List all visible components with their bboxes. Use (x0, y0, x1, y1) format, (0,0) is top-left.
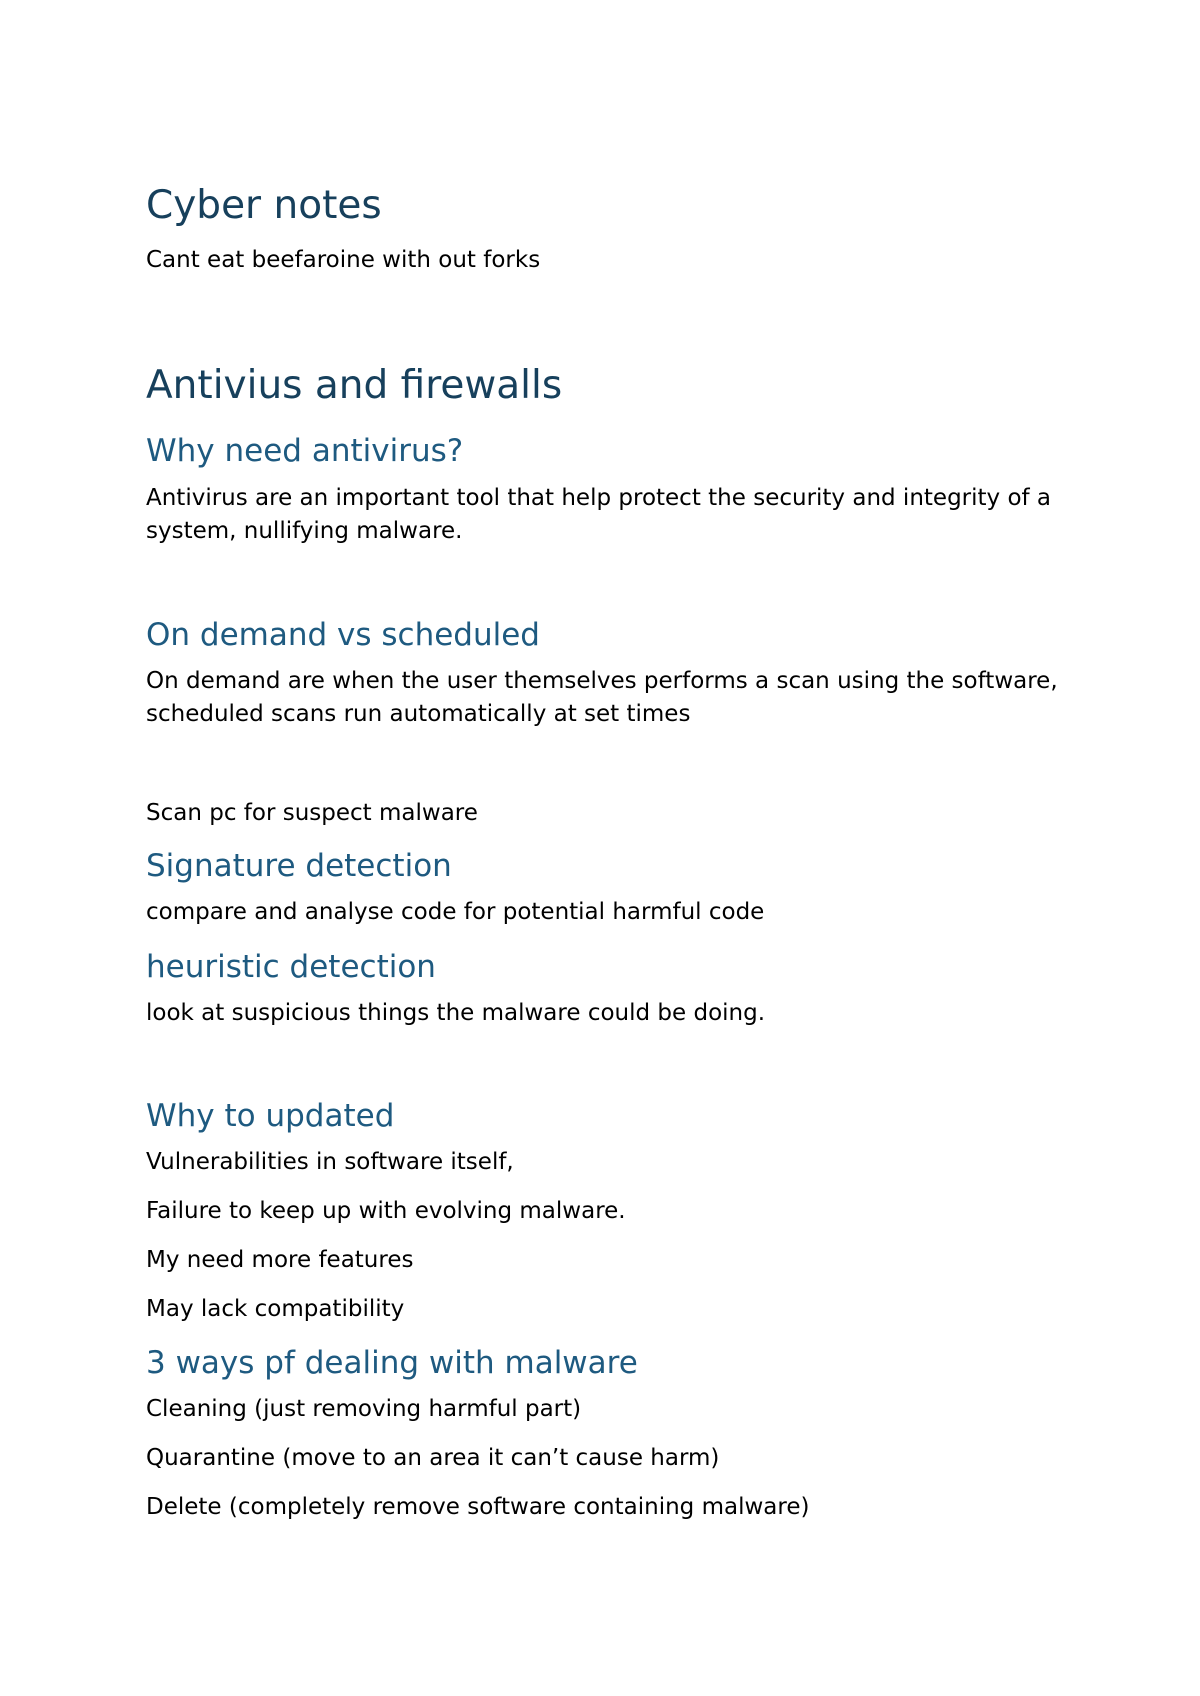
malware-handling-item: Quarantine (move to an area it can’t cause harm) (146, 1445, 720, 1471)
update-reason-item: May lack compatibility (146, 1296, 405, 1322)
heading-signature-detection: Signature detection (146, 848, 452, 884)
heading-heuristic-detection: heuristic detection (146, 949, 436, 985)
on-demand-text: On demand are when the user themselves performs a scan using the software, scheduled scans run automatically at set times (146, 668, 1058, 727)
why-need-antivirus-text: Antivirus are an important tool that help protect the security and integrity of a system, nullifying malware. (146, 485, 1052, 544)
heuristic-detection-text: look at suspicious things the malware could be doing. (146, 1000, 766, 1026)
update-reason-item: Vulnerabilities in software itself, (146, 1149, 514, 1175)
signature-detection-text: compare and analyse code for potential harmful code (146, 899, 765, 925)
heading-antivirus-firewalls: Antivius and firewalls (146, 363, 563, 408)
heading-on-demand-vs-scheduled: On demand vs scheduled (146, 617, 540, 653)
subtitle-text: Cant eat beefaroine with out forks (146, 247, 541, 273)
heading-why-need-antivirus: Why need antivirus? (146, 433, 464, 469)
heading-why-to-update: Why to updated (146, 1098, 395, 1134)
update-reason-item: Failure to keep up with evolving malware. (146, 1198, 626, 1224)
heading-ways-dealing-malware: 3 ways pf dealing with malware (146, 1345, 638, 1381)
scan-text: Scan pc for suspect malware (146, 800, 478, 826)
malware-handling-item: Cleaning (just removing harmful part) (146, 1396, 582, 1422)
update-reason-item: My need more features (146, 1247, 414, 1273)
document-title: Cyber notes (146, 183, 382, 228)
malware-handling-item: Delete (completely remove software containing malware) (146, 1494, 810, 1520)
